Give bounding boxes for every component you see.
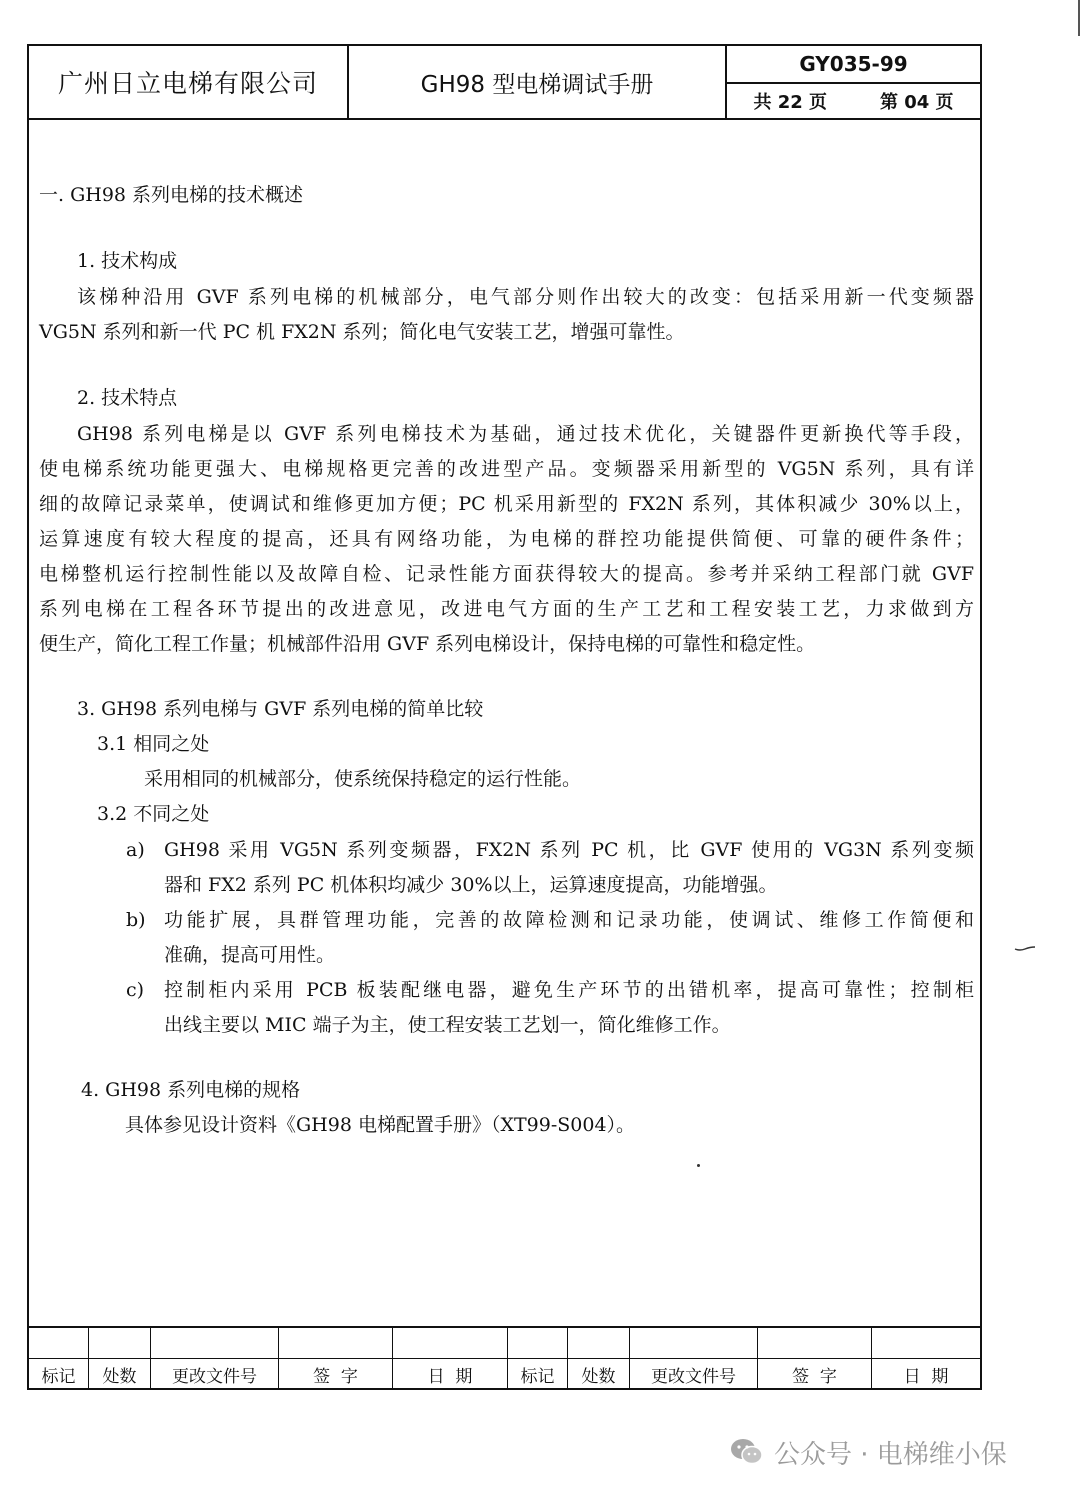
paragraph-line: 使电梯系统功能更强大、电梯规格更完善的改进型产品。变频器采用新型的 VG5N 系列，具有详: [39, 458, 974, 480]
subsection-4-title: 4. GH98 系列电梯的规格: [81, 1079, 301, 1101]
column-label: 日 期: [903, 1366, 949, 1387]
column-label: 处数: [581, 1366, 616, 1387]
subsection-3-2-title: 3.2 不同之处: [97, 803, 210, 825]
scan-mark: [1014, 946, 1036, 952]
subsection-2-title: 2. 技术特点: [77, 387, 178, 409]
doc-info: [727, 46, 980, 118]
list-item-a-line: GH98 采用 VG5N 系列变频器，FX2N 系列 PC 机，比 GVF 使用的 VG3N 系列变频: [164, 839, 974, 861]
column-label: 更改文件号: [172, 1366, 257, 1387]
paragraph-line: 系列电梯在工程各环节提出的改进意见，改进电气方面的生产工艺和工程安装工艺，力求做到方: [39, 598, 974, 620]
document-sheet: [27, 44, 982, 1390]
list-item-c-line: 控制柜内采用 PCB 板装配继电器，避免生产环节的出错机率，提高可靠性；控制柜: [164, 979, 974, 1001]
watermark-text: 公众号 · 电梯维小保: [774, 1439, 1007, 1470]
company-name: 广州日立电梯有限公司: [29, 46, 349, 118]
column-label: 标记: [41, 1366, 76, 1387]
doc-number: GY035-99: [727, 46, 980, 84]
paragraph-line: 便生产，简化工程工作量；机械部件沿用 GVF 系列电梯设计，保持电梯的可靠性和稳定性。: [39, 633, 816, 655]
page-info: [727, 84, 980, 118]
paragraph-line: 采用相同的机械部分，使系统保持稳定的运行性能。: [144, 768, 582, 790]
subsection-3-1-title: 3.1 相同之处: [97, 733, 210, 755]
column-label: 处数: [102, 1366, 137, 1387]
column-label: 标记: [520, 1366, 555, 1387]
paragraph-line: 具体参见设计资料《GH98 电梯配置手册》（XT99-S004）。: [125, 1114, 636, 1136]
list-marker-a: a): [126, 839, 145, 861]
wechat-icon: [730, 1437, 764, 1467]
list-item-a-line: 器和 FX2 系列 PC 机体积均减少 30%以上，运算速度提高，功能增强。: [164, 874, 778, 896]
subsection-3-title: 3. GH98 系列电梯与 GVF 系列电梯的简单比较: [77, 698, 484, 720]
column-label: 签 字: [313, 1366, 358, 1387]
list-marker-c: c): [126, 979, 145, 1001]
column-label: 签 字: [792, 1366, 837, 1387]
table-divider: [29, 1358, 980, 1359]
subsection-1-title: 1. 技术构成: [77, 250, 178, 272]
watermark: [730, 1432, 1007, 1472]
column-label: 日 期: [427, 1366, 473, 1387]
list-item-b-line: 准确，提高可用性。: [164, 944, 336, 966]
paragraph-line: 细的故障记录菜单，使调试和维修更加方便；PC 机采用新型的 FX2N 系列，其体积减少 30%以上，: [39, 493, 974, 515]
column-label: 更改文件号: [651, 1366, 736, 1387]
paragraph-line: 运算速度有较大程度的提高，还具有网络功能，为电梯的群控功能提供简便、可靠的硬件条件；: [39, 528, 974, 550]
list-item-b-line: 功能扩展，具群管理功能，完善的故障检测和记录功能，使调试、维修工作简便和: [164, 909, 974, 931]
page-number: 第 04 页: [879, 92, 954, 113]
manual-title: GH98 型电梯调试手册: [349, 46, 727, 118]
list-item-c-line: 出线主要以 MIC 端子为主，使工程安装工艺划一，简化维修工作。: [164, 1014, 731, 1036]
paragraph-line: GH98 系列电梯是以 GVF 系列电梯技术为基础，通过技术优化，关键器件更新换代等手段，: [77, 423, 974, 445]
title-block: [29, 46, 980, 120]
section-heading: 一. GH98 系列电梯的技术概述: [39, 184, 304, 206]
paragraph-line: VG5N 系列和新一代 PC 机 FX2N 系列；简化电气安装工艺，增强可靠性。: [39, 321, 685, 343]
scan-dot: [697, 1164, 700, 1167]
list-marker-b: b): [126, 909, 146, 931]
paragraph-line: 电梯整机运行控制性能以及故障自检、记录性能方面获得较大的提高。参考并采纳工程部门就 GVF: [39, 563, 974, 585]
paragraph-line: 该梯种沿用 GVF 系列电梯的机械部分，电气部分则作出较大的改变：包括采用新一代变频器: [77, 286, 974, 308]
total-pages: 共 22 页: [753, 92, 828, 113]
revision-table: [29, 1326, 980, 1390]
